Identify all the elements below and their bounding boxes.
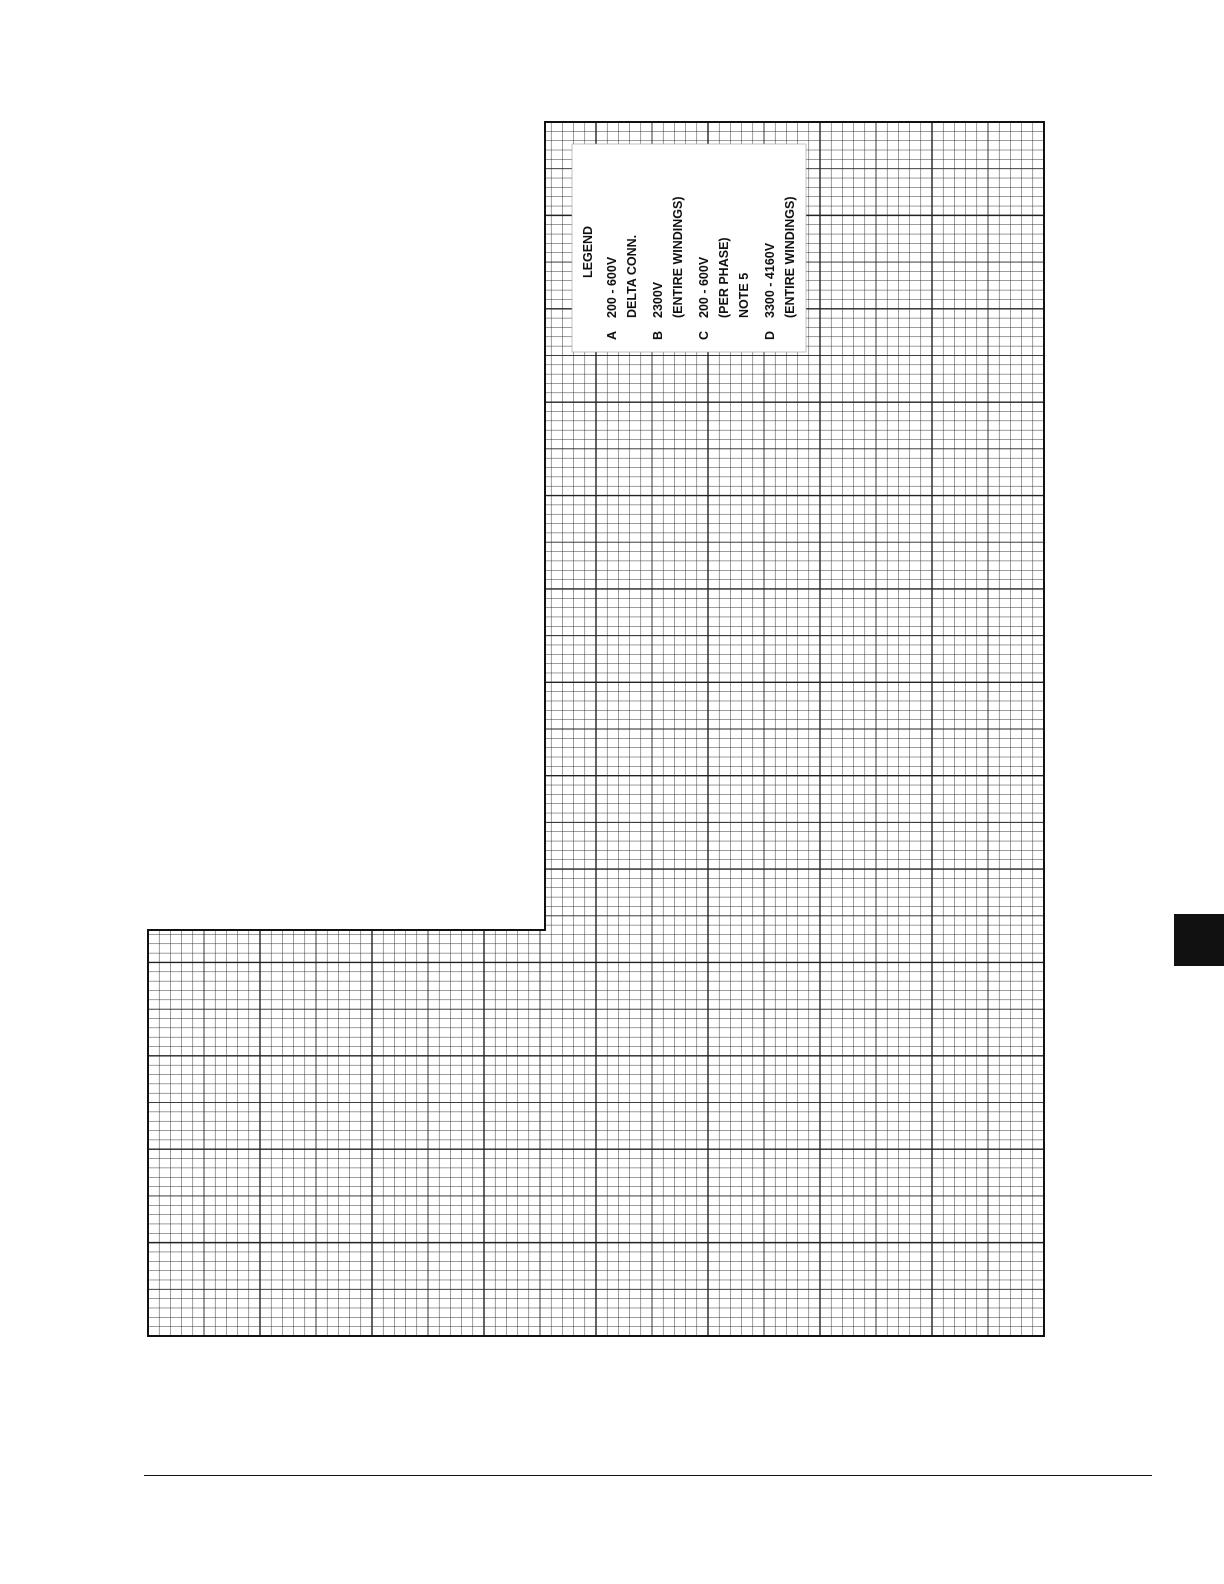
legend-entry-c-line: 200 - 600V	[697, 256, 711, 318]
legend-key-c: C	[697, 330, 711, 340]
legend-entry-b-line: 2300V	[651, 281, 665, 318]
legend-entry-a-line: DELTA CONN.	[625, 234, 639, 318]
legend-key-d: D	[763, 330, 777, 340]
section-tab-marker	[1174, 914, 1224, 966]
legend-entry-b-line: (ENTIRE WINDINGS)	[671, 196, 685, 318]
legend-entry-c-line: NOTE 5	[737, 272, 751, 318]
legend-key-b: B	[651, 330, 665, 340]
legend-entry-a-line: 200 - 600V	[605, 256, 619, 318]
chart-legend	[572, 144, 806, 352]
legend-title: LEGEND	[581, 225, 595, 278]
legend-entry-c-line: (PER PHASE)	[717, 237, 731, 318]
legend-key-a: A	[605, 330, 619, 340]
legend-entry-d-line: (ENTIRE WINDINGS)	[783, 196, 797, 318]
legend-entry-d-line: 3300 - 4160V	[763, 242, 777, 318]
footer-divider	[144, 1475, 1152, 1476]
